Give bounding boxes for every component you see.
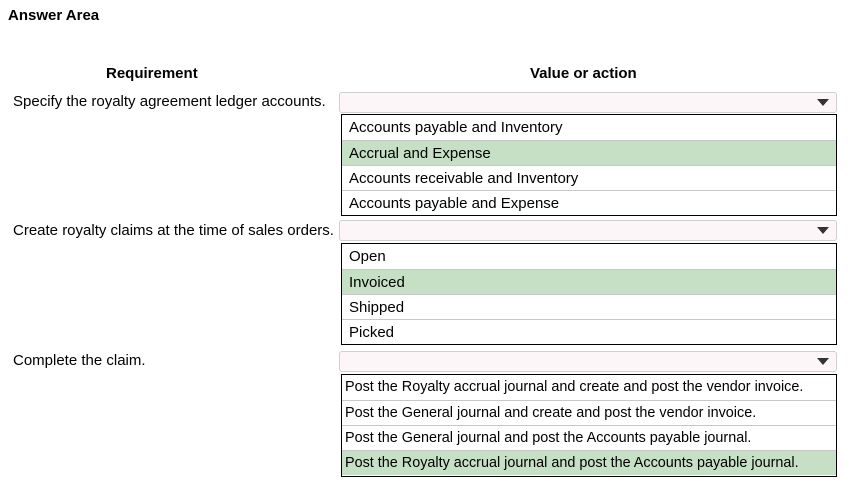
dropdown-2-button[interactable] — [810, 221, 836, 240]
dropdown-3-list — [341, 374, 837, 477]
requirement-1: Specify the royalty agreement ledger accounts. — [13, 93, 326, 110]
option[interactable]: Open — [349, 248, 386, 265]
option[interactable]: Picked — [342, 319, 836, 344]
option-selected[interactable]: Invoiced — [342, 269, 836, 294]
option[interactable]: Accounts payable and Inventory — [349, 119, 563, 136]
option[interactable]: Accounts receivable and Inventory — [342, 165, 836, 190]
option[interactable]: Post the General journal and create and post the vendor invoice. — [342, 400, 836, 425]
dropdown-2-list — [341, 243, 837, 345]
option[interactable]: Post the Royalty accrual journal and create and post the vendor invoice. — [345, 379, 804, 395]
dropdown-1[interactable] — [339, 92, 837, 113]
dropdown-3-button[interactable] — [810, 352, 836, 371]
option[interactable]: Shipped — [342, 294, 836, 319]
chevron-down-icon — [817, 227, 829, 234]
chevron-down-icon — [817, 358, 829, 365]
value-header: Value or action — [530, 65, 637, 82]
option-selected[interactable]: Accrual and Expense — [342, 140, 836, 165]
option[interactable]: Post the General journal and post the Accounts payable journal. — [342, 425, 836, 450]
dropdown-1-button[interactable] — [810, 93, 836, 112]
requirement-header: Requirement — [106, 65, 198, 82]
dropdown-2[interactable] — [339, 220, 837, 241]
dropdown-3[interactable] — [339, 351, 837, 372]
option-selected[interactable]: Post the Royalty accrual journal and post the Accounts payable journal. — [342, 450, 836, 475]
dropdown-1-list — [341, 114, 837, 216]
requirement-3: Complete the claim. — [13, 352, 146, 369]
answer-area-title: Answer Area — [8, 7, 100, 24]
option[interactable]: Accounts payable and Expense — [342, 190, 836, 215]
chevron-down-icon — [817, 99, 829, 106]
requirement-2: Create royalty claims at the time of sales orders. — [13, 222, 334, 239]
